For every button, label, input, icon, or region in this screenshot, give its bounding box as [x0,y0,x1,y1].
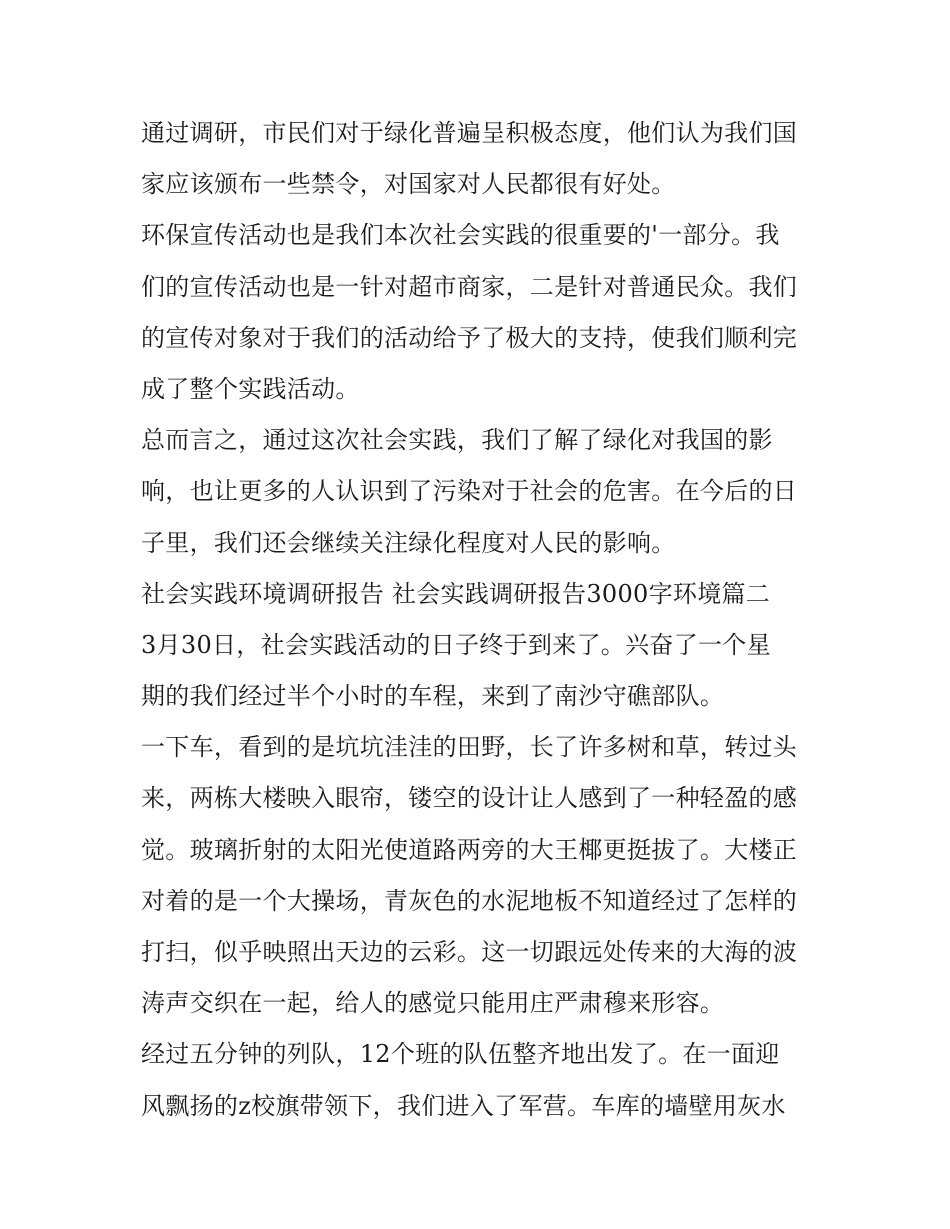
text-line: 子里，我们还会继续关注绿化程度对人民的影响。 [141,528,676,557]
text-line: 对着的是一个大操场，青灰色的水泥地板不知道经过了怎样的 [141,886,798,915]
text-line: 响，也让更多的人认识到了污染对于社会的危害。在今后的日 [141,477,798,506]
text-line: 风飘扬的z校旗带领下，我们进入了军营。车库的墙壁用灰水 [141,1091,786,1120]
text-line: 涛声交织在一起，给人的感觉只能用庄严肃穆来形容。 [141,989,725,1018]
text-line: 觉。玻璃折射的太阳光使道路两旁的大王椰更挺拔了。大楼正 [141,835,798,864]
text-line: 经过五分钟的列队，12个班的队伍整齐地出发了。在一面迎 [141,1040,780,1069]
text-line: 来，两栋大楼映入眼帘，镂空的设计让人感到了一种轻盈的感 [141,784,798,813]
text-line: 总而言之，通过这次社会实践，我们了解了绿化对我国的影 [141,426,773,455]
text-line: 成了整个实践活动。 [141,374,360,403]
text-line: 期的我们经过半个小时的车程，来到了南沙守礁部队。 [141,682,725,711]
text-line: 们的宣传活动也是一针对超市商家，二是针对普通民众。我们 [141,272,798,301]
text-line: 通过调研，市民们对于绿化普遍呈积极态度，他们认为我们国 [141,119,798,147]
text-line: 打扫，似乎映照出天边的云彩。这一切跟远处传来的大海的波 [141,938,798,966]
text-line: 的宣传对象对于我们的活动给予了极大的支持，使我们顺利完 [141,323,798,352]
text-line: 一下车，看到的是坑坑洼洼的田野，长了许多树和草，转过头 [141,733,798,762]
text-line: 家应该颁布一些禁令，对国家对人民都很有好处。 [141,170,676,199]
text-line: 3月30日，社会实践活动的日子终于到来了。兴奋了一个星 [141,630,771,659]
text-line: 社会实践环境调研报告 社会实践调研报告3000字环境篇二 [141,579,771,608]
text-line: 环保宣传活动也是我们本次社会实践的很重要的'一部分。我 [141,221,780,250]
document-body [141,108,821,1132]
